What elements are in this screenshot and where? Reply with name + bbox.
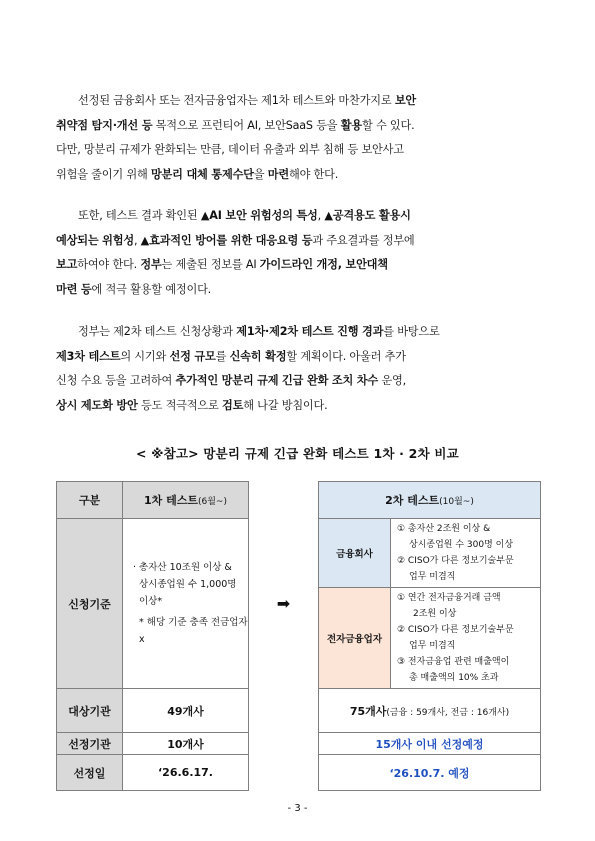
emphasis: ▲AI 보안 위험성의 특성 xyxy=(200,209,318,222)
emphasis: 취약점 탐지·개선 등 xyxy=(56,118,153,132)
emphasis: 제3차 테스트 xyxy=(56,349,121,363)
criteria-line: 상시종업원 수 1,000명 이상* xyxy=(139,579,237,607)
emphasis: 보안 xyxy=(394,94,417,107)
table-row xyxy=(57,689,541,733)
header-second-period: (10월~) xyxy=(439,497,474,507)
gap-cell xyxy=(249,733,319,755)
text: 또한, 테스트 결과 확인된 xyxy=(78,209,201,222)
table-row xyxy=(57,733,541,755)
emphasis: 망분리 대체 통제수단 xyxy=(150,167,254,181)
electronic-finance-label: 전자금융업자 xyxy=(319,588,391,689)
criteria-line: ① 연간 전자금융거래 금액 xyxy=(397,593,501,603)
emphasis: 정부 xyxy=(140,258,162,271)
text: 해 나갈 방침이다. xyxy=(243,398,328,412)
paragraph-future-plans xyxy=(56,320,540,418)
emphasis: ▲효과적인 방어를 위한 대응요령 등 xyxy=(140,233,313,247)
criteria-line: ③ 전자금융업 관련 매출액이 xyxy=(397,657,510,667)
gap-cell xyxy=(249,755,319,791)
criteria-note: * 해당 기준 충족 전금업자 x xyxy=(139,617,248,645)
second-selected-value: 15개사 이내 선정예정 xyxy=(319,733,541,755)
emphasis: 상시 제도화 방안 xyxy=(56,398,138,412)
text: 선정된 금융회사 또는 전자금융업자는 제1차 테스트와 마찬가지로 xyxy=(78,94,395,107)
header-first-test xyxy=(123,482,249,519)
text: 위험을 줄이기 위해 xyxy=(56,167,151,181)
first-target-value: 49개사 xyxy=(123,689,249,733)
emphasis: 예상되는 위험성 xyxy=(56,233,134,247)
criteria-line: ② CISO가 다른 정보기술부문 xyxy=(397,556,514,566)
criteria-line: ① 총자산 2조원 이상 & xyxy=(397,524,491,534)
text: , xyxy=(317,209,325,222)
text: 과 주요결과를 정부에 xyxy=(312,233,415,247)
criteria-line: ② CISO가 다른 정보기술부문 xyxy=(397,625,514,635)
financial-company-criteria xyxy=(391,519,541,588)
criteria-line: 업무 미겸직 xyxy=(409,572,456,582)
emphasis: 선정 규모 xyxy=(169,349,216,363)
header-second-test xyxy=(319,482,541,519)
emphasis: 추가적인 망분리 규제 긴급 완화 조치 차수 xyxy=(175,374,378,387)
text: 에 적극 활용할 예정이다. xyxy=(91,282,212,296)
text: 을 xyxy=(253,167,268,181)
row-date-label: 선정일 xyxy=(57,755,123,791)
header-category: 구분 xyxy=(57,482,123,519)
electronic-finance-criteria xyxy=(391,588,541,689)
text: 할 수 있다. xyxy=(361,118,415,132)
first-selected-value: 10개사 xyxy=(123,733,249,755)
criteria-line: 업무 미겸직 xyxy=(409,641,456,651)
table-title: < ※참고> 망분리 규제 긴급 완화 테스트 1차 · 2차 비교 xyxy=(136,446,459,461)
emphasis: 검토 xyxy=(221,398,244,412)
text: , xyxy=(133,233,141,247)
text: 는 제출된 정보를 AI xyxy=(161,258,260,271)
row-target-label: 대상기관 xyxy=(57,689,123,733)
second-date-value: ‘26.10.7. 예정 xyxy=(319,755,541,791)
table-header-row xyxy=(57,482,541,519)
text: 를 바탕으로 xyxy=(383,325,440,338)
text: 해야 한다. xyxy=(288,167,339,181)
paragraph-report-results xyxy=(56,204,540,302)
first-criteria xyxy=(123,519,249,689)
emphasis: 마련 xyxy=(267,167,289,181)
row-selected-label: 선정기관 xyxy=(57,733,123,755)
table-row xyxy=(57,755,541,791)
first-date-value: ‘26.6.17. xyxy=(123,755,249,791)
text: 다만, 망분리 규제가 완화되는 만큼, 데이터 유출과 외부 침해 등 보안사고 xyxy=(56,143,404,156)
table-row xyxy=(57,519,541,588)
text: 등도 적극적으로 xyxy=(137,398,222,412)
header-first-period: (6월~) xyxy=(198,497,227,507)
text: 운영, xyxy=(378,374,406,387)
text: 하여야 한다. xyxy=(77,258,141,271)
right-arrow-icon: ➡ xyxy=(249,519,319,689)
criteria-line: 상시종업원 수 300명 이상 xyxy=(409,540,514,550)
text: 할 계획이다. 아울러 추가 xyxy=(286,349,406,363)
comparison-table xyxy=(56,481,541,791)
emphasis: 보고 xyxy=(56,258,78,271)
second-target-value xyxy=(319,689,541,733)
emphasis: 활용 xyxy=(340,118,362,132)
emphasis: 마련 등 xyxy=(56,282,92,296)
paragraph-security-measures xyxy=(56,89,540,187)
emphasis: ▲공격용도 활용시 xyxy=(324,209,411,222)
gap-cell xyxy=(249,689,319,733)
text: 정부는 제2차 테스트 신청상황과 xyxy=(78,325,237,338)
second-target-count: 75개사 xyxy=(349,704,387,718)
criteria-line: 2조원 이상 xyxy=(413,609,457,619)
emphasis: 가이드라인 개정, 보안대책 xyxy=(259,258,388,271)
text: 신청 수요 등을 고려하여 xyxy=(56,374,176,387)
page-number: - 3 - xyxy=(287,803,308,814)
emphasis: 제1차·제2차 테스트 진행 경과 xyxy=(236,325,384,338)
criteria-line: · 총자산 10조원 이상 & xyxy=(133,562,232,573)
criteria-line: 총 매출액의 10% 초과 xyxy=(409,673,499,683)
second-target-breakdown: (금융 : 59개사, 전금 : 16개사) xyxy=(386,707,510,718)
text: 목적으로 프런티어 AI, 보안SaaS 등을 xyxy=(152,118,341,132)
gap-cell xyxy=(249,482,319,519)
text: 의 시기와 xyxy=(120,349,170,363)
financial-company-label: 금융회사 xyxy=(319,519,391,588)
row-criteria-label: 신청기준 xyxy=(57,519,123,689)
emphasis: 신속히 확정 xyxy=(229,349,287,363)
text: 를 xyxy=(215,349,230,363)
header-second-label: 2차 테스트 xyxy=(385,494,440,507)
header-first-label: 1차 테스트 xyxy=(144,494,198,507)
